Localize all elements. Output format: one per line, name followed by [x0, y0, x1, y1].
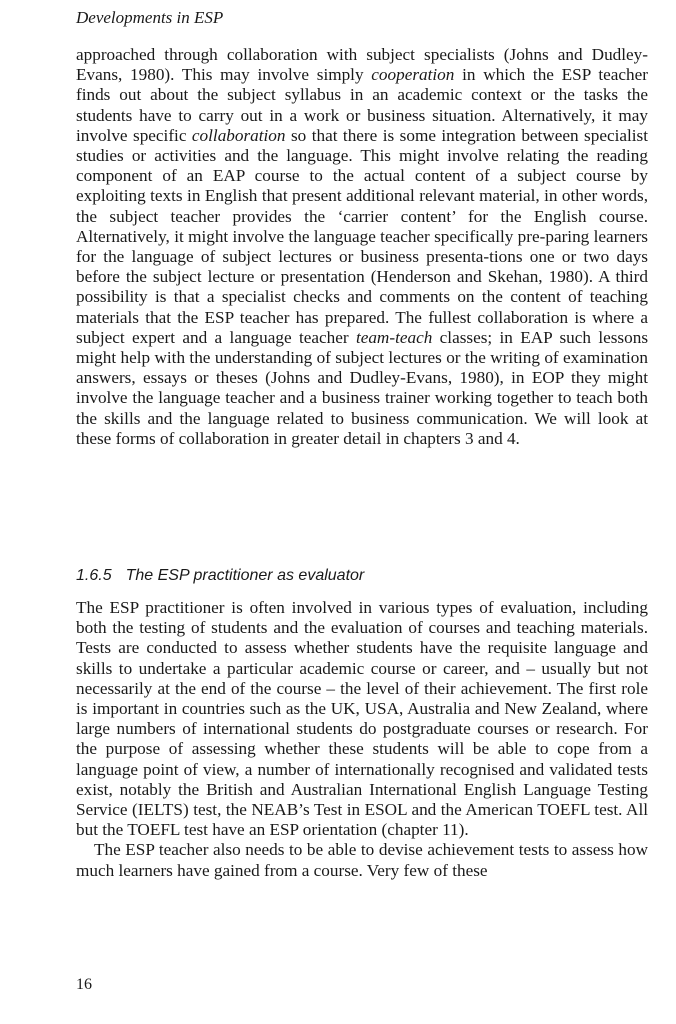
emphasis-team-teach: team-teach — [355, 327, 433, 347]
section-heading — [76, 566, 364, 586]
emphasis-cooperation: cooperation — [371, 65, 455, 85]
text-block-evaluator — [76, 598, 648, 881]
paragraph-1-text-4: classes; in EAP such lessons might help with the understanding of subject lectures or the writing of examination answers, essays or theses (Johns and Dudley-Evans, 1980), in EOP they might involve the language teacher and a business trainer working together to teach both the skills and the language related to business communication. We will look at these forms of collaboration in greater detail in chapters 3 and 4. — [76, 327, 649, 448]
section-title: The ESP practitioner as evaluator — [125, 567, 365, 584]
running-head: Developments in ESP — [76, 8, 224, 27]
paragraph-1-text-2: in which the ESP teacher finds out about the subject syllabus in an academic context or the tasks the students have to carry out in a work or business situation. Alternatively, it may involve specific — [76, 65, 648, 145]
text-block-collaboration — [76, 45, 648, 449]
section-number: 1.6.5 — [76, 567, 112, 584]
paragraph-achievement-tests: The ESP teacher also needs to be able to devise achievement tests to assess how much learners have gained from a course. Very few of these — [76, 840, 648, 880]
emphasis-collaboration: collaboration — [191, 125, 286, 145]
paragraph-collaboration — [76, 45, 648, 449]
paragraph-1-text-1: approached through collaboration with subject specialists (Johns and Dudley-Evans, 1980). This may involve simply — [76, 45, 648, 85]
paragraph-1-text-3: so that there is some integration between specialist studies or activities and the language. This might involve relating the reading component of an EAP course to the actual content of a subject course by exploiting texts in English that present additional relevant material, in other words, the subject teacher provides the ‘carrier content’ for the English course. Alternatively, it might involve the language teacher specifically pre-paring learners for the language of subject lectures or business presenta-tions one or two days before the subject lecture or presentation (Henderson and Skehan, 1980). A third possibility is that a specialist checks and comments on the content of teaching materials that the ESP teacher has prepared. The fullest collaboration is where a subject expert and a language teacher — [76, 125, 648, 347]
paragraph-evaluation: The ESP practitioner is often involved in various types of evaluation, including both the testing of students and the evaluation of courses and teaching materials. Tests are conducted to assess whether students have the requisite language and skills to undertake a particular academic course or career, and – usually but not necessarily at the end of the course – the level of their achievement. The first role is important in countries such as the UK, USA, Australia and New Zealand, where large numbers of international students do postgraduate courses or research. For the purpose of assessing whether these students will be able to cope from a language point of view, a number of internationally recognised and validated tests exist, notably the British and Australian International English Language Testing Service (IELTS) test, the NEAB’s Test in ESOL and the American TOEFL test. All but the TOEFL test have an ESP orientation (chapter 11). — [76, 598, 648, 840]
page-number: 16 — [76, 976, 92, 993]
